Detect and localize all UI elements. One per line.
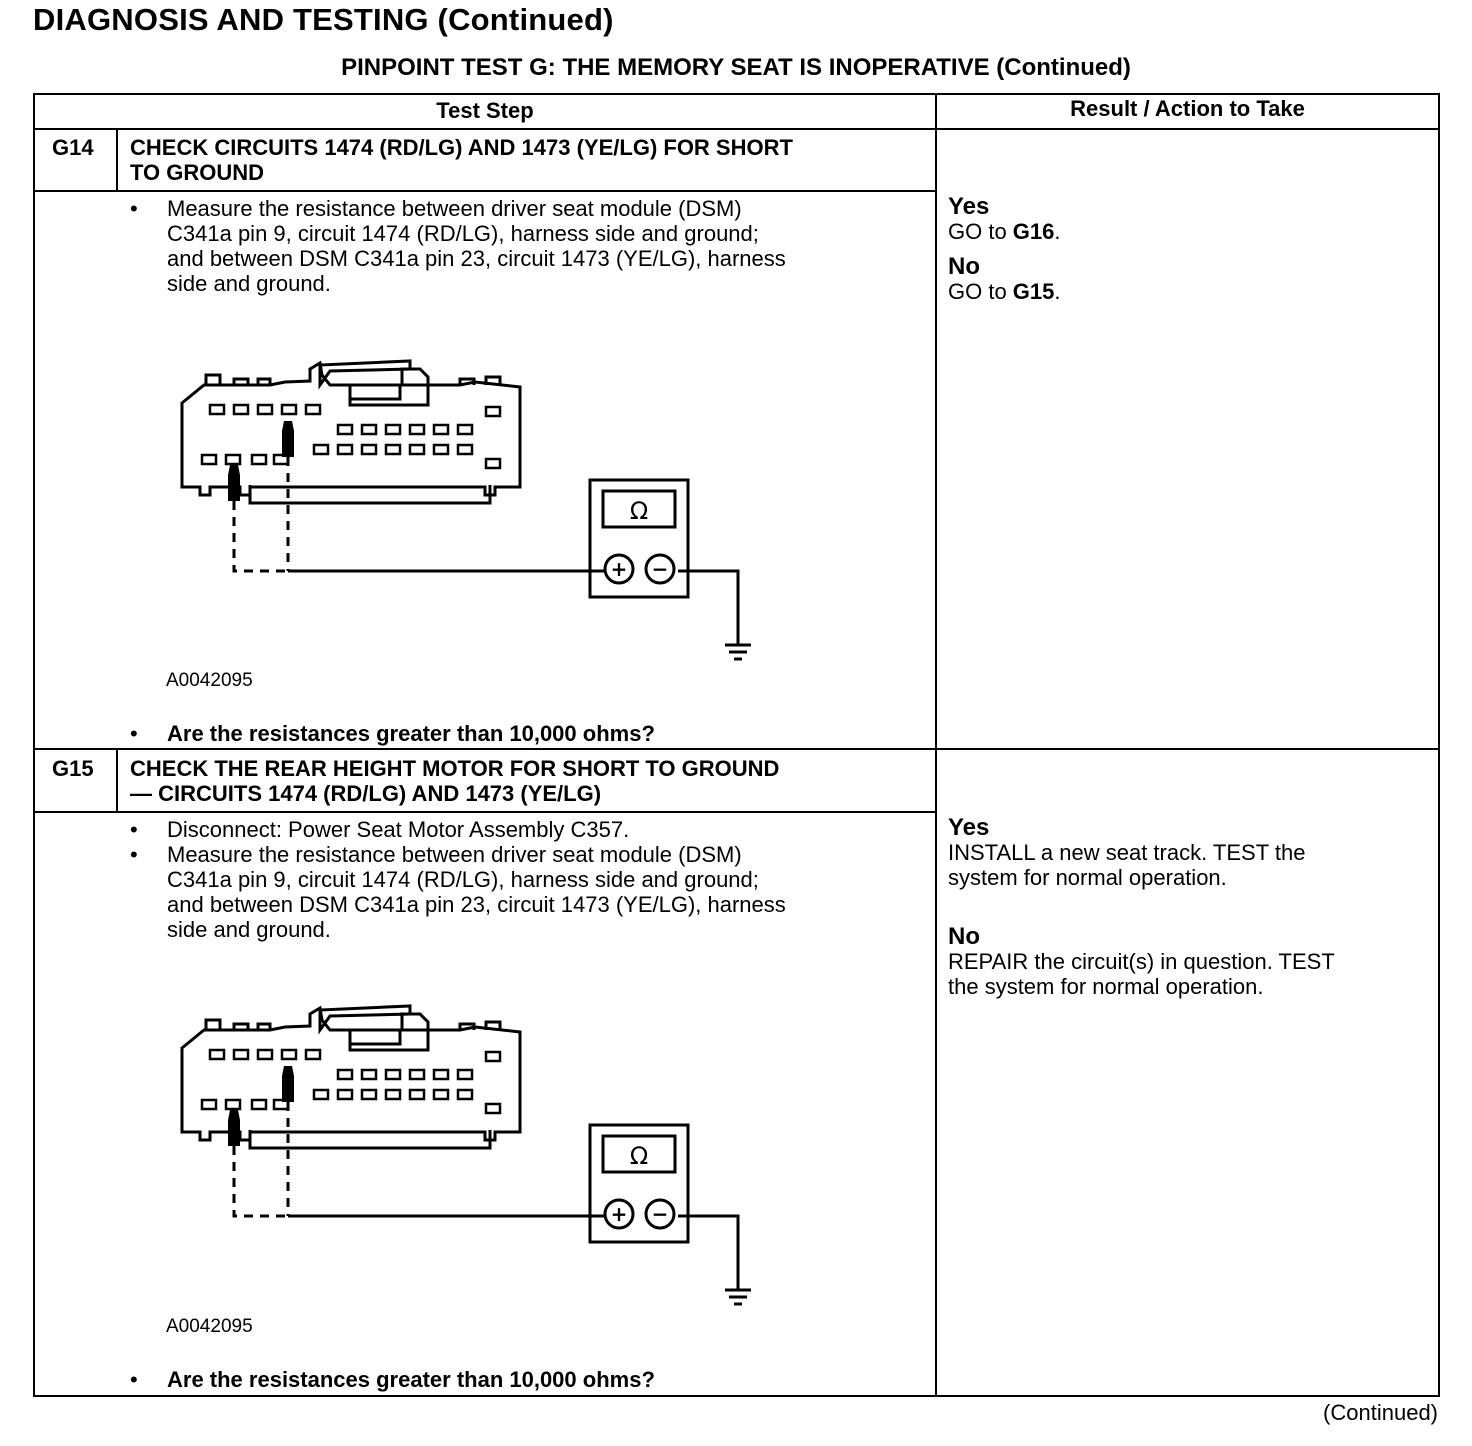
pinpoint-test-title: PINPOINT TEST G: THE MEMORY SEAT IS INOPERATIVE (Continued) [341,54,1131,81]
plus-terminal-label: + [610,1202,628,1226]
plus-terminal-label: + [610,557,628,581]
g15-action-yes: INSTALL a new seat track. TEST the system for normal operation. [948,840,1306,890]
g14-action-yes: GO to G16. [948,219,1061,244]
g15-id-divider [116,748,118,812]
g14-instruction-1: • Measure the resistance between driver seat module (DSM) C341a pin 9, circuit 1474 (RD/LG), harness side and ground; and between DSM C341a pin 23, circuit 1473 (YE/LG), harness side and ground. [130,196,786,296]
ohm-symbol: Ω [629,1142,649,1170]
g15-connector-diagram [170,1000,760,1320]
test-lead-pin-9 [234,1146,288,1216]
continued-label: (Continued) [1323,1400,1438,1425]
g14-id-divider [116,128,118,191]
g15-figure-code: A0042095 [166,1316,253,1337]
ohm-symbol: Ω [629,497,649,525]
step-id-g14: G14 [52,135,94,160]
connector-lock-tab [320,361,410,399]
g15-action-no: REPAIR the circuit(s) in question. TEST the system for normal operation. [948,949,1335,999]
step-title-g15: CHECK THE REAR HEIGHT MOTOR FOR SHORT TO GROUND — CIRCUITS 1474 (RD/LG) AND 1473 (YE/LG) [130,756,780,806]
g14-result-no: No [948,253,980,280]
g14-question: • Are the resistances greater than 10,000 ohms? [130,721,655,747]
terminal-cavities [202,405,500,468]
probe-pin-9 [228,1110,240,1146]
g15-title-divider [33,811,936,813]
g14-figure-code: A0042095 [166,670,253,691]
step-id-g15: G15 [52,756,94,781]
test-lead-pin-9 [234,501,288,571]
g14-title-divider [33,190,936,192]
step-divider [33,748,1440,750]
probe-pin-23 [282,421,294,457]
column-header-result: Result / Action to Take [1070,96,1305,121]
minus-terminal-label: − [651,1202,669,1226]
column-divider [935,93,937,1397]
terminal-cavities [202,1050,500,1113]
header-divider [33,128,1440,130]
g15-instructions [130,817,786,942]
g15-instruction-2: • Measure the resistance between driver seat module (DSM) C341a pin 9, circuit 1474 (RD/LG), harness side and ground; and between DSM C341a pin 23, circuit 1473 (YE/LG), harness side and ground. [130,842,786,942]
g14-instructions [130,196,786,296]
g14-connector-diagram [170,355,760,675]
g15-instruction-1: • Disconnect: Power Seat Motor Assembly C357. [130,817,786,842]
probe-pin-9 [228,465,240,501]
column-header-test-step: Test Step [436,98,534,123]
minus-terminal-label: − [651,557,669,581]
g15-question: • Are the resistances greater than 10,000 ohms? [130,1367,655,1393]
g15-result-no: No [948,923,980,950]
ground-icon [725,645,751,659]
g15-result-yes: Yes [948,814,990,841]
ground-icon [725,1290,751,1304]
page-title: DIAGNOSIS AND TESTING (Continued) [33,2,614,37]
g15-results [948,815,1335,999]
connector-lock-tab [320,1006,410,1044]
g14-action-no: GO to G15. [948,279,1061,304]
probe-pin-23 [282,1066,294,1102]
g14-result-yes: Yes [948,193,990,220]
g14-results [948,194,1061,304]
step-title-g14: CHECK CIRCUITS 1474 (RD/LG) AND 1473 (YE/LG) FOR SHORT TO GROUND [130,135,793,185]
